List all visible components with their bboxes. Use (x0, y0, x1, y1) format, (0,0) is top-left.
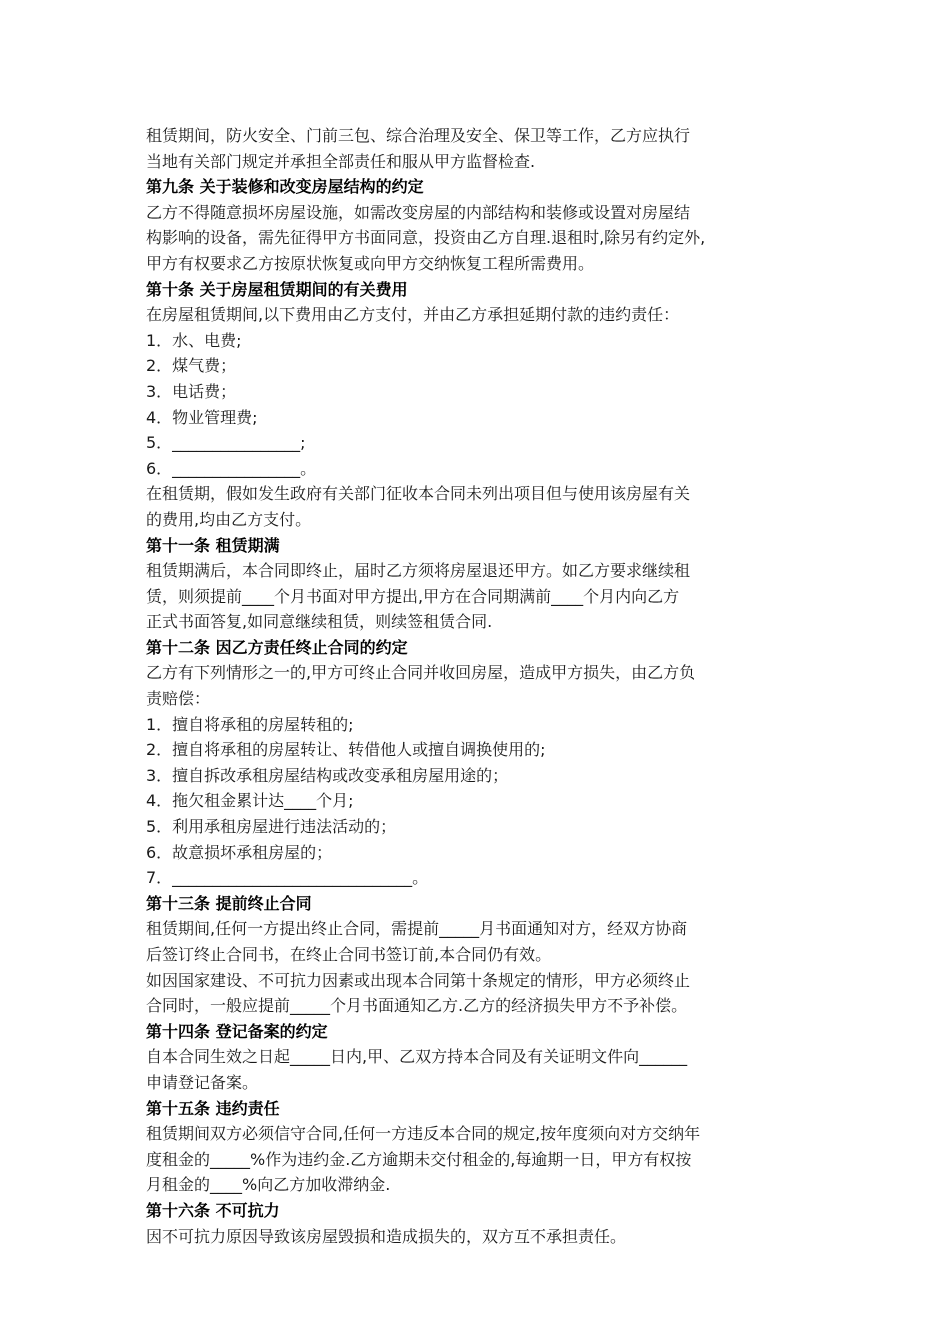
body-text-line: 责赔偿： (146, 689, 211, 709)
body-text-line: 如因国家建设、不可抗力因素或出现本合同第十条规定的情形，甲方必须终止 (146, 970, 691, 990)
body-text-line: 1．水、电费; (146, 330, 242, 350)
body-text-line: 乙方有下列情形之一的,甲方可终止合同并收回房屋，造成甲方损失，由乙方负 (146, 663, 696, 683)
body-text-line: 6．故意损坏承租房屋的； (146, 842, 333, 862)
body-text-line: 4．拖欠租金累计达____个月; (146, 791, 354, 811)
body-text-line: 3．擅自拆改承租房屋结构或改变承租房屋用途的； (146, 765, 509, 785)
body-text-line: 度租金的_____%作为违约金.乙方逾期未交付租金的,每逾期一日，甲方有权按 (146, 1149, 692, 1169)
body-text-line: 7．______________________________。 (146, 868, 429, 888)
body-text-line: 6．________________。 (146, 458, 317, 478)
body-text-line: 1．擅自将承租的房屋转租的; (146, 714, 354, 734)
body-text-line: 在租赁期，假如发生政府有关部门征收本合同未列出项目但与使用该房屋有关 (146, 484, 691, 504)
section-heading: 第十六条 不可抗力 (146, 1200, 280, 1220)
section-heading: 第十一条 租赁期满 (146, 535, 280, 555)
body-text-line: 自本合同生效之日起_____日内,甲、乙双方持本合同及有关证明文件向______ (146, 1047, 688, 1067)
document-page (146, 123, 816, 1249)
body-text-line: 5．利用承租房屋进行违法活动的； (146, 817, 397, 837)
body-text-line: 正式书面答复,如同意继续租赁，则续签租赁合同. (146, 612, 493, 632)
body-text-line: 租赁期间双方必须信守合同,任何一方违反本合同的规定,按年度须向对方交纳年 (146, 1124, 701, 1144)
body-text-line: 赁，则须提前____个月书面对甲方提出,甲方在合同期满前____个月内向乙方 (146, 586, 680, 606)
body-text-line: 甲方有权要求乙方按原状恢复或向甲方交纳恢复工程所需费用。 (146, 253, 595, 273)
body-text-line: 后签订终止合同书，在终止合同书签订前,本合同仍有效。 (146, 945, 552, 964)
body-text-line: 租赁期间，防火安全、门前三包、综合治理及安全、保卫等工作，乙方应执行 (146, 126, 691, 145)
body-text-line: 因不可抗力原因导致该房屋毁损和造成损失的，双方互不承担责任。 (146, 1226, 627, 1246)
body-text-line: 2．煤气费； (146, 356, 237, 376)
body-text-line: 在房屋租赁期间,以下费用由乙方支付，并由乙方承担延期付款的违约责任： (146, 305, 680, 325)
section-heading: 第十三条 提前终止合同 (146, 893, 312, 913)
body-text-line: 2．擅自将承租的房屋转让、转借他人或擅自调换使用的; (146, 740, 546, 760)
body-text-line: 5．________________; (146, 433, 306, 453)
body-text-line: 租赁期间,任何一方提出终止合同，需提前_____月书面通知对方，经双方协商 (146, 919, 688, 939)
body-text-line: 的费用,均由乙方支付。 (146, 509, 312, 529)
section-heading: 第十条 关于房屋租赁期间的有关费用 (146, 279, 408, 299)
body-text-line: 合同时，一般应提前_____个月书面通知乙方.乙方的经济损失甲方不予补偿。 (146, 996, 688, 1016)
section-heading: 第十五条 违约责任 (146, 1098, 280, 1118)
body-text-line: 申请登记备案。 (146, 1072, 259, 1092)
section-heading: 第十四条 登记备案的约定 (146, 1021, 328, 1041)
body-text-line: 构影响的设备，需先征得甲方书面同意，投资由乙方自理.退租时,除另有约定外, (146, 228, 706, 248)
body-text-line: 乙方不得随意损坏房屋设施，如需改变房屋的内部结构和装修或设置对房屋结 (146, 202, 691, 222)
body-text-line: 3．电话费； (146, 381, 237, 401)
body-text-line: 租赁期满后，本合同即终止，届时乙方须将房屋退还甲方。如乙方要求继续租 (146, 561, 691, 581)
body-text-line: 月租金的____%向乙方加收滞纳金. (146, 1175, 391, 1195)
body-text-line: 当地有关部门规定并承担全部责任和服从甲方监督检查. (146, 151, 536, 171)
section-heading: 第十二条 因乙方责任终止合同的约定 (146, 637, 408, 657)
section-heading: 第九条 关于装修和改变房屋结构的约定 (146, 177, 424, 197)
body-text-line: 4．物业管理费; (146, 407, 258, 427)
